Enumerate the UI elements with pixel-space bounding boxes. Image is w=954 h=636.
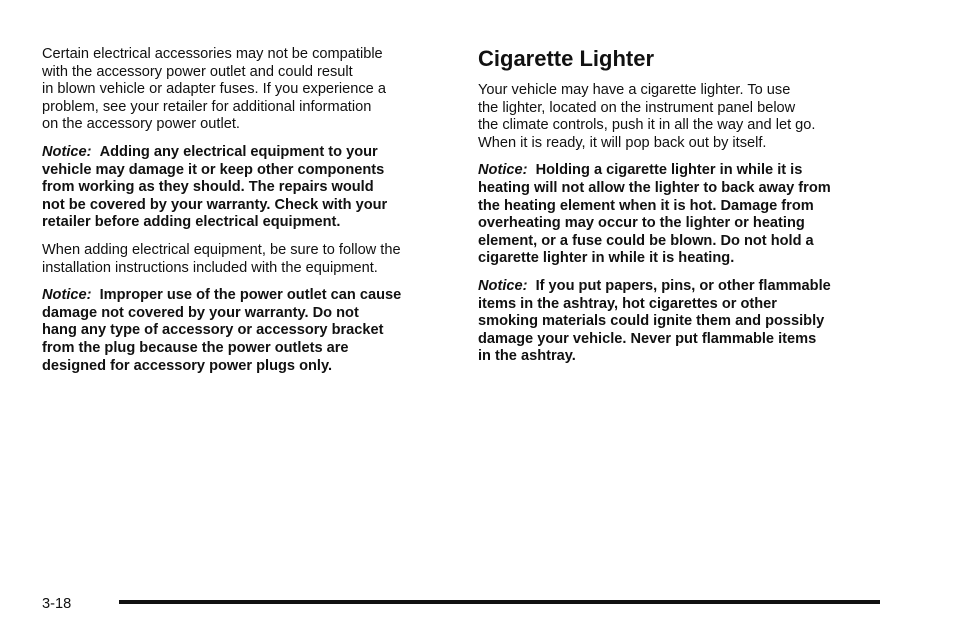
cigarette-lighter-paragraph: Your vehicle may have a cigarette lighter. To use the lighter, located on the instrument panel below the climate controls, push it in all the way and let go. When it is ready, it will pop back out by itself. bbox=[478, 82, 816, 151]
footer-divider bbox=[119, 600, 880, 604]
notice-power-outlet-misuse bbox=[42, 287, 452, 375]
notice-text: Improper use of the power outlet can cause damage not covered by your warranty. Do not hang any type of accessory or accessory bracket from the plug because the power outlets are designed for accessory power plugs only. bbox=[42, 287, 402, 374]
left-column bbox=[42, 46, 452, 375]
notice-ashtray-flammable bbox=[478, 278, 878, 366]
notice-text: Adding any electrical equipment to your vehicle may damage it or keep other components from working as they should. The repairs would not be covered by your warranty. Check with your retailer before adding electrical equipment. bbox=[42, 143, 388, 231]
notice-label: Notice: bbox=[42, 143, 92, 160]
section-heading: Cigarette Lighter bbox=[478, 46, 655, 71]
installation-instructions-paragraph: When adding electrical equipment, be sure to follow the installation instructions included with the equipment. bbox=[42, 241, 401, 276]
notice-electrical-equipment bbox=[42, 144, 452, 232]
notice-text: If you put papers, pins, or other flammable items in the ashtray, hot cigarettes or other smoking materials could ignite them and possibly damage your vehicle. Never put flammable items in the ashtray. bbox=[478, 277, 831, 365]
notice-label: Notice: bbox=[478, 277, 528, 294]
notice-label: Notice: bbox=[478, 162, 528, 179]
right-column bbox=[478, 46, 878, 366]
notice-label: Notice: bbox=[42, 287, 92, 304]
page-number: 3-18 bbox=[42, 596, 72, 612]
notice-text: Holding a cigarette lighter in while it is heating will not allow the lighter to back away from the heating element when it is hot. Damage from overheating may occur to the lighter or heating element, or a fuse could be blown. Do not hold a cigarette lighter in while it is heating. bbox=[478, 162, 831, 267]
notice-lighter-heating bbox=[478, 162, 878, 268]
accessory-compatibility-paragraph: Certain electrical accessories may not be compatible with the accessory power outlet and could result in blown vehicle or adapter fuses. If you experience a problem, see your retailer for additional information on the accessory power outlet. bbox=[42, 46, 386, 133]
